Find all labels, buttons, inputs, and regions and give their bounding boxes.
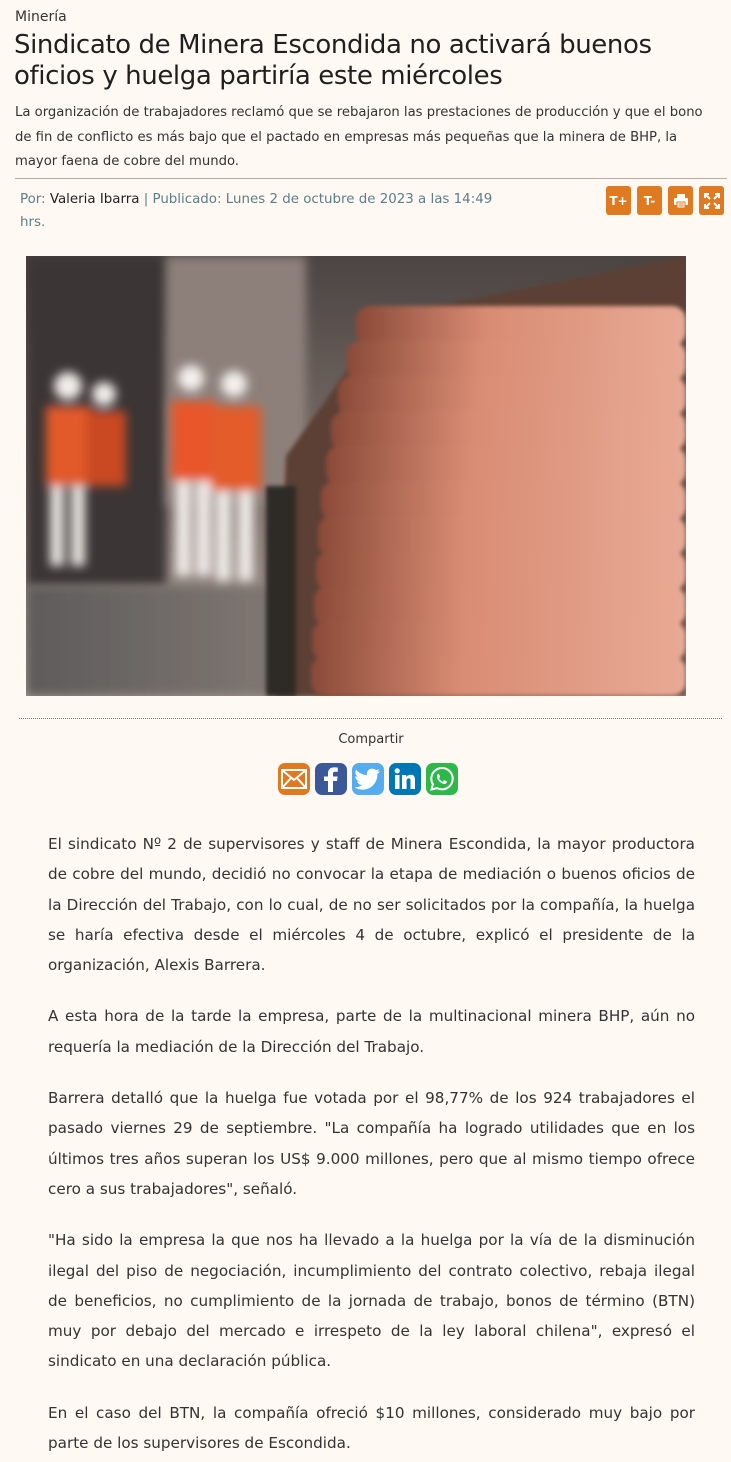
article-photo bbox=[26, 256, 686, 696]
share-buttons bbox=[278, 763, 458, 795]
share-linkedin-button[interactable] bbox=[389, 763, 421, 795]
publish-date: | Publicado: Lunes 2 de octubre de 2023 a las 14:49 hrs. bbox=[20, 192, 493, 230]
header-divider bbox=[15, 178, 727, 179]
body-paragraph: En el caso del BTN, la compañía ofreció $10 millones, considerado muy bajo por parte de los supervisores de Escondida. bbox=[48, 1403, 695, 1453]
body-paragraph: "Ha sido la empresa la que nos ha llevado a la huelga por la vía de la disminución ilegal del piso de negociación, incumplimiento del contrato colectivo, rebaja ilegal de beneficios, no cumplimiento de la jornada de trabajo, bonos de término (BTN) muy por debajo del mercado e irrespeto de la ley laboral chilena", expresó el sindicato en una declaración pública. bbox=[48, 1231, 695, 1371]
increase-font-button[interactable]: T+ bbox=[606, 186, 631, 215]
share-facebook-button[interactable] bbox=[315, 763, 347, 795]
email-icon bbox=[281, 769, 307, 789]
article-byline bbox=[20, 189, 500, 234]
print-icon bbox=[673, 193, 689, 209]
facebook-icon bbox=[321, 766, 341, 792]
article-body bbox=[48, 829, 695, 1462]
body-paragraph: A esta hora de la tarde la empresa, parte de la multinacional minera BHP, aún no requería la mediación de la Dirección del Trabajo. bbox=[48, 1007, 695, 1056]
article-tools bbox=[606, 186, 724, 215]
linkedin-icon bbox=[393, 767, 417, 791]
whatsapp-icon bbox=[429, 766, 455, 792]
fullscreen-icon bbox=[704, 193, 720, 209]
section-label[interactable]: Minería bbox=[15, 9, 67, 25]
author-name[interactable]: Valeria Ibarra bbox=[49, 192, 140, 207]
share-twitter-button[interactable] bbox=[352, 763, 384, 795]
article-headline: Sindicato de Minera Escondida no activará buenos oficios y huelga partiría este miércoles bbox=[14, 30, 652, 91]
share-label: Compartir bbox=[338, 732, 404, 747]
twitter-icon bbox=[355, 768, 381, 790]
share-divider bbox=[19, 718, 722, 719]
fullscreen-button[interactable] bbox=[699, 186, 724, 215]
body-paragraph: El sindicato Nº 2 de supervisores y staff de Minera Escondida, la mayor productora de cobre del mundo, decidió no convocar la etapa de mediación o buenos oficios de la Dirección del Trabajo, con lo cual, de no ser solicitados por la compañía, la huelga se haría efectiva desde el miércoles 4 de octubre, explicó el presidente de la organización, Alexis Barrera. bbox=[48, 835, 695, 975]
share-whatsapp-button[interactable] bbox=[426, 763, 458, 795]
body-paragraph: Barrera detalló que la huelga fue votada por el 98,77% de los 924 trabajadores el pasado viernes 29 de septiembre. "La compañía ha logrado utilidades que en los últimos tres años superan los US$ 9.000 millones, pero que al mismo tiempo ofrece cero a sus trabajadores", señaló. bbox=[48, 1089, 695, 1198]
share-email-button[interactable] bbox=[278, 763, 310, 795]
article-lead: La organización de trabajadores reclamó que se rebajaron las prestaciones de producción y que el bono de fin de conflicto es más bajo que el pactado en empresas más pequeñas que la minera de BHP, la mayor faena de cobre del mundo. bbox=[15, 105, 703, 169]
decrease-font-button[interactable]: T- bbox=[637, 186, 662, 215]
byline-prefix: Por: bbox=[20, 192, 46, 207]
print-button[interactable] bbox=[668, 186, 693, 215]
